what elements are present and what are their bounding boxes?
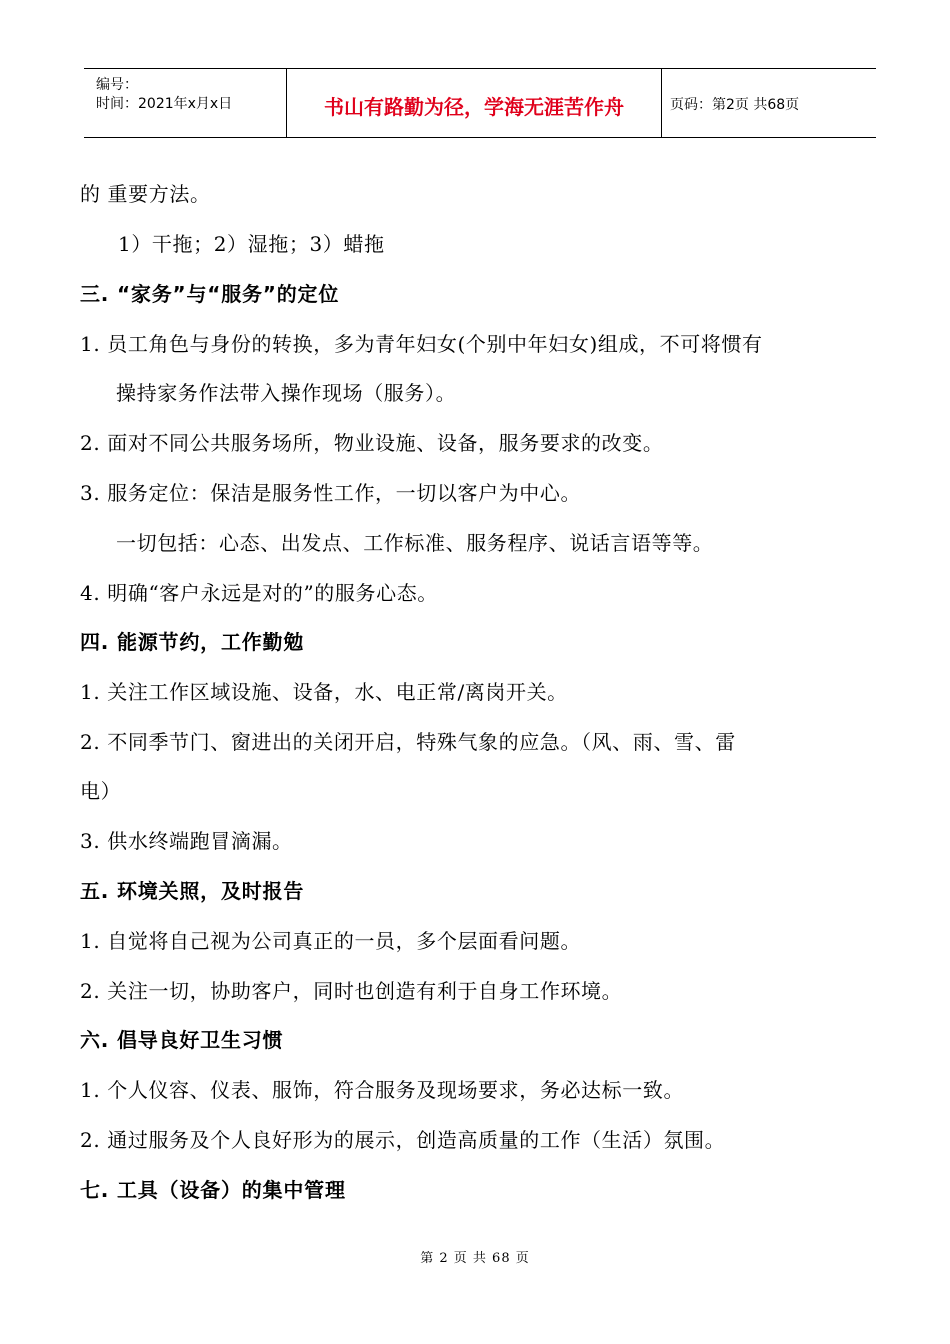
list-item: 2. 不同季节门、窗进出的关闭开启，特殊气象的应急。（风、雨、雪、雷	[80, 730, 736, 754]
body-line: 一切包括：心态、出发点、工作标准、服务程序、说话言语等等。	[116, 531, 714, 555]
list-item: 2. 关注一切，协助客户，同时也创造有利于自身工作环境。	[80, 979, 623, 1003]
body-line: 的 重要方法。	[80, 182, 211, 206]
list-item: 1. 自觉将自己视为公司真正的一员，多个层面看问题。	[80, 929, 582, 953]
section-heading: 四. 能源节约，工作勤勉	[80, 630, 305, 654]
section-heading: 五. 环境关照，及时报告	[80, 879, 305, 903]
section-heading: 七. 工具（设备）的集中管理	[80, 1178, 346, 1202]
header-info-cell	[84, 69, 286, 137]
list-item: 1. 关注工作区域设施、设备，水、电正常/离岗开关。	[80, 680, 568, 704]
list-item: 4. 明确“客户永远是对的”的服务心态。	[80, 581, 438, 605]
page-header	[84, 68, 876, 138]
list-item: 2. 通过服务及个人良好形为的展示，创造高质量的工作（生活）氛围。	[80, 1128, 726, 1152]
list-item: 3. 供水终端跑冒滴漏。	[80, 829, 293, 853]
document-time-label: 时间：2021年x月x日	[96, 96, 233, 112]
body-line: 操持家务作法带入操作现场（服务）。	[116, 381, 457, 405]
list-item: 1. 个人仪容、仪表、服饰，符合服务及现场要求，务必达标一致。	[80, 1078, 685, 1102]
section-heading: 三. “家务”与“服务”的定位	[80, 282, 340, 306]
body-line: 电）	[80, 779, 122, 803]
header-slogan-cell	[286, 69, 662, 137]
list-item: 1. 员工角色与身份的转换，多为青年妇女(个别中年妇女)组成，不可将惯有	[80, 332, 763, 356]
list-item: 1）干拖；2）湿拖；3）蜡拖	[118, 232, 385, 256]
header-slogan: 书山有路勤为径，学海无涯苦作舟	[324, 95, 624, 119]
list-item: 2. 面对不同公共服务场所，物业设施、设备，服务要求的改变。	[80, 431, 664, 455]
header-page-label: 页码：第2页 共68页	[670, 97, 800, 113]
page-footer: 第 2 页 共 68 页	[420, 1251, 530, 1266]
header-page-cell	[660, 69, 876, 137]
list-item: 3. 服务定位：保洁是服务性工作，一切以客户为中心。	[80, 481, 582, 505]
section-heading: 六. 倡导良好卫生习惯	[80, 1028, 284, 1052]
document-number-label: 编号：	[96, 77, 138, 93]
